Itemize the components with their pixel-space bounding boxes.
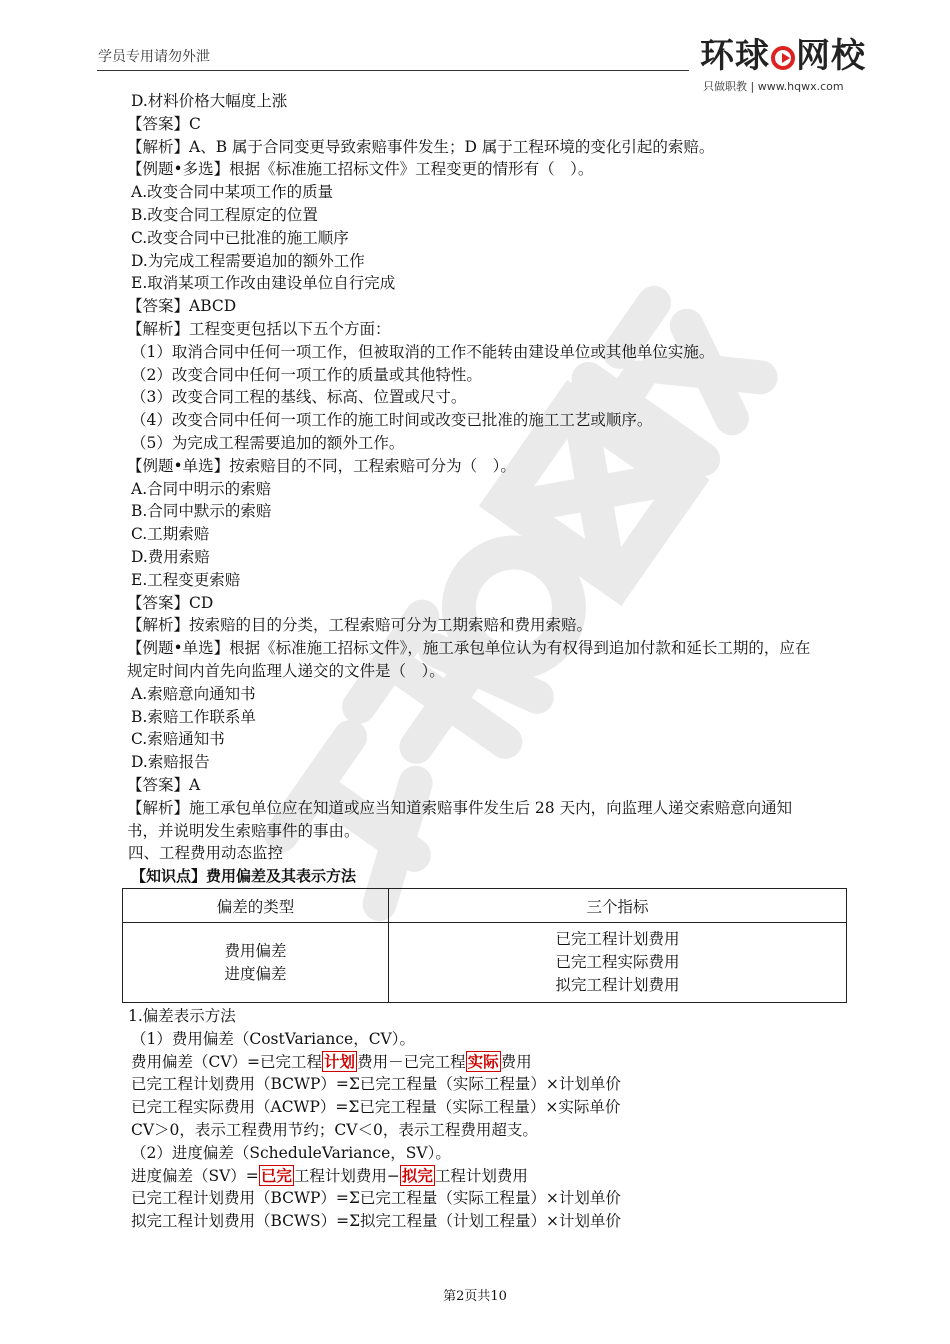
- table-header-indicators: 三个指标: [389, 889, 847, 923]
- text-line: 【答案】C: [127, 114, 201, 133]
- table-cell-indicators: [389, 923, 847, 1003]
- text-line: 【答案】CD: [127, 593, 214, 612]
- table-header-type: 偏差的类型: [123, 889, 389, 923]
- sv-formula-part: 进度偏差（SV）=: [131, 1166, 259, 1185]
- header-notice: 学员专用请勿外泄: [98, 49, 210, 65]
- text-line: B.改变合同工程原定的位置: [131, 205, 318, 224]
- text-line: D.为完成工程需要追加的额外工作: [131, 251, 365, 270]
- sv-line: 已完工程计划费用（BCWP）=Σ已完工程量（实际工程量）×计划单价: [131, 1189, 621, 1208]
- text-line: A.改变合同中某项工作的质量: [131, 183, 334, 202]
- text-line: （5）为完成工程需要追加的额外工作。: [131, 433, 405, 452]
- text-line: E.取消某项工作改由建设单位自行完成: [131, 274, 396, 293]
- section-title: 四、工程费用动态监控: [128, 844, 284, 863]
- cv-highlight-planned: 计划: [324, 1051, 356, 1071]
- method-title: 1.偏差表示方法: [128, 1007, 236, 1025]
- question-analysis: 【解析】施工承包单位应在知道或应当知道索赔事件发生后 28 天内，向监理人递交索赔意向通知书，并说明发生索赔事件的事由。: [127, 798, 793, 840]
- table-cell-types: [123, 923, 389, 1003]
- question-block-top: [127, 90, 821, 637]
- text-line: 【解析】工程变更包括以下五个方面：: [127, 319, 391, 338]
- text-line: （2）改变合同中任何一项工作的质量或其他特性。: [131, 365, 482, 384]
- type-cost: 费用偏差: [224, 941, 287, 960]
- text-line: E.工程变更索赔: [131, 570, 241, 589]
- question-block-mid: [127, 683, 821, 797]
- cv-formula-part: 费用: [500, 1052, 532, 1071]
- cv-line: CV＞0，表示工程费用节约；CV＜0，表示工程费用超支。: [131, 1120, 538, 1139]
- text-line: C.索赔通知书: [131, 730, 225, 749]
- deviation-table: [122, 888, 847, 1003]
- cv-formula-part: 费用－已完工程: [357, 1052, 466, 1071]
- text-line: （3）改变合同工程的基线、标高、位置或尺寸。: [131, 388, 467, 407]
- text-line: A.合同中明示的索赔: [131, 479, 272, 498]
- play-icon: [771, 46, 795, 70]
- sv-highlight-planned: 拟完: [401, 1165, 433, 1185]
- cv-formula-part: 费用偏差（CV）=已完工程: [131, 1052, 323, 1071]
- text-line: A.索赔意向通知书: [131, 684, 256, 703]
- sv-formula: [131, 1165, 821, 1188]
- sv-formula-part: 工程计划费用−: [293, 1166, 400, 1185]
- cv-line: 已完工程实际费用（ACWP）=Σ已完工程量（实际工程量）×实际单价: [131, 1098, 621, 1117]
- logo-slogan: 只做职教 | www.hqwx.com: [703, 80, 844, 93]
- text-line: D.索赔报告: [131, 753, 210, 772]
- cv-highlight-actual: 实际: [467, 1051, 499, 1071]
- text-line: B.索赔工作联系单: [131, 707, 256, 726]
- text-line: 【答案】ABCD: [127, 297, 237, 316]
- indicator-bcwp: 已完工程计划费用: [555, 930, 680, 949]
- type-schedule: 进度偏差: [224, 964, 287, 983]
- sv-highlight-completed: 已完: [260, 1165, 292, 1185]
- indicator-bcws: 拟完工程计划费用: [555, 975, 680, 994]
- header-divider: [97, 70, 689, 71]
- text-line: D.材料价格大幅度上涨: [131, 92, 288, 110]
- cv-title: （1）费用偏差（CostVariance，CV）。: [131, 1029, 415, 1048]
- indicator-acwp: 已完工程实际费用: [555, 953, 680, 972]
- text-line: 【解析】按索赔的目的分类，工程索赔可分为工期索赔和费用索赔。: [127, 616, 593, 635]
- text-line: 【解析】A、B 属于合同变更导致索赔事件发生；D 属于工程环境的变化引起的索赔。: [127, 137, 715, 156]
- text-line: （4）改变合同中任何一项工作的施工时间或改变已批准的施工工艺或顺序。: [131, 411, 653, 430]
- text-line: （1）取消合同中任何一项工作，但被取消的工作不能转由建设单位或其他单位实施。: [131, 342, 715, 361]
- knowledge-point-heading: 【知识点】费用偏差及其表示方法: [131, 867, 357, 886]
- question-stem: 【例题•单选】根据《标准施工招标文件》，施工承包单位认为有权得到追加付款和延长工期的，应在规定时间内首先向监理人递交的文件是（ ）。: [127, 639, 811, 680]
- sv-title: （2）进度偏差（ScheduleVariance，SV）。: [131, 1143, 451, 1162]
- deviation-methods: [128, 1005, 821, 1233]
- text-line: 【例题•单选】按索赔目的不同，工程索赔可分为（ ）。: [127, 456, 516, 475]
- text-line: 【例题•多选】根据《标准施工招标文件》工程变更的情形有（ ）。: [127, 160, 594, 179]
- sv-line: 拟完工程计划费用（BCWS）=Σ拟完工程量（计划工程量）×计划单价: [131, 1212, 622, 1231]
- cv-line: 已完工程计划费用（BCWP）=Σ已完工程量（实际工程量）×计划单价: [131, 1075, 621, 1094]
- text-line: D.费用索赔: [131, 547, 210, 566]
- document-body: [127, 90, 821, 888]
- page-number: 第2页共10: [443, 1289, 507, 1304]
- text-line: C.工期索赔: [131, 525, 210, 544]
- brand-logo: [700, 36, 872, 98]
- text-line: C.改变合同中已批准的施工顺序: [131, 228, 349, 247]
- text-line: B.合同中默示的索赔: [131, 502, 272, 521]
- sv-formula-part: 工程计划费用: [434, 1166, 528, 1185]
- text-line: 【答案】A: [127, 775, 201, 794]
- logo-wordmark: 环球 网校: [700, 36, 866, 76]
- cv-formula: [131, 1051, 821, 1074]
